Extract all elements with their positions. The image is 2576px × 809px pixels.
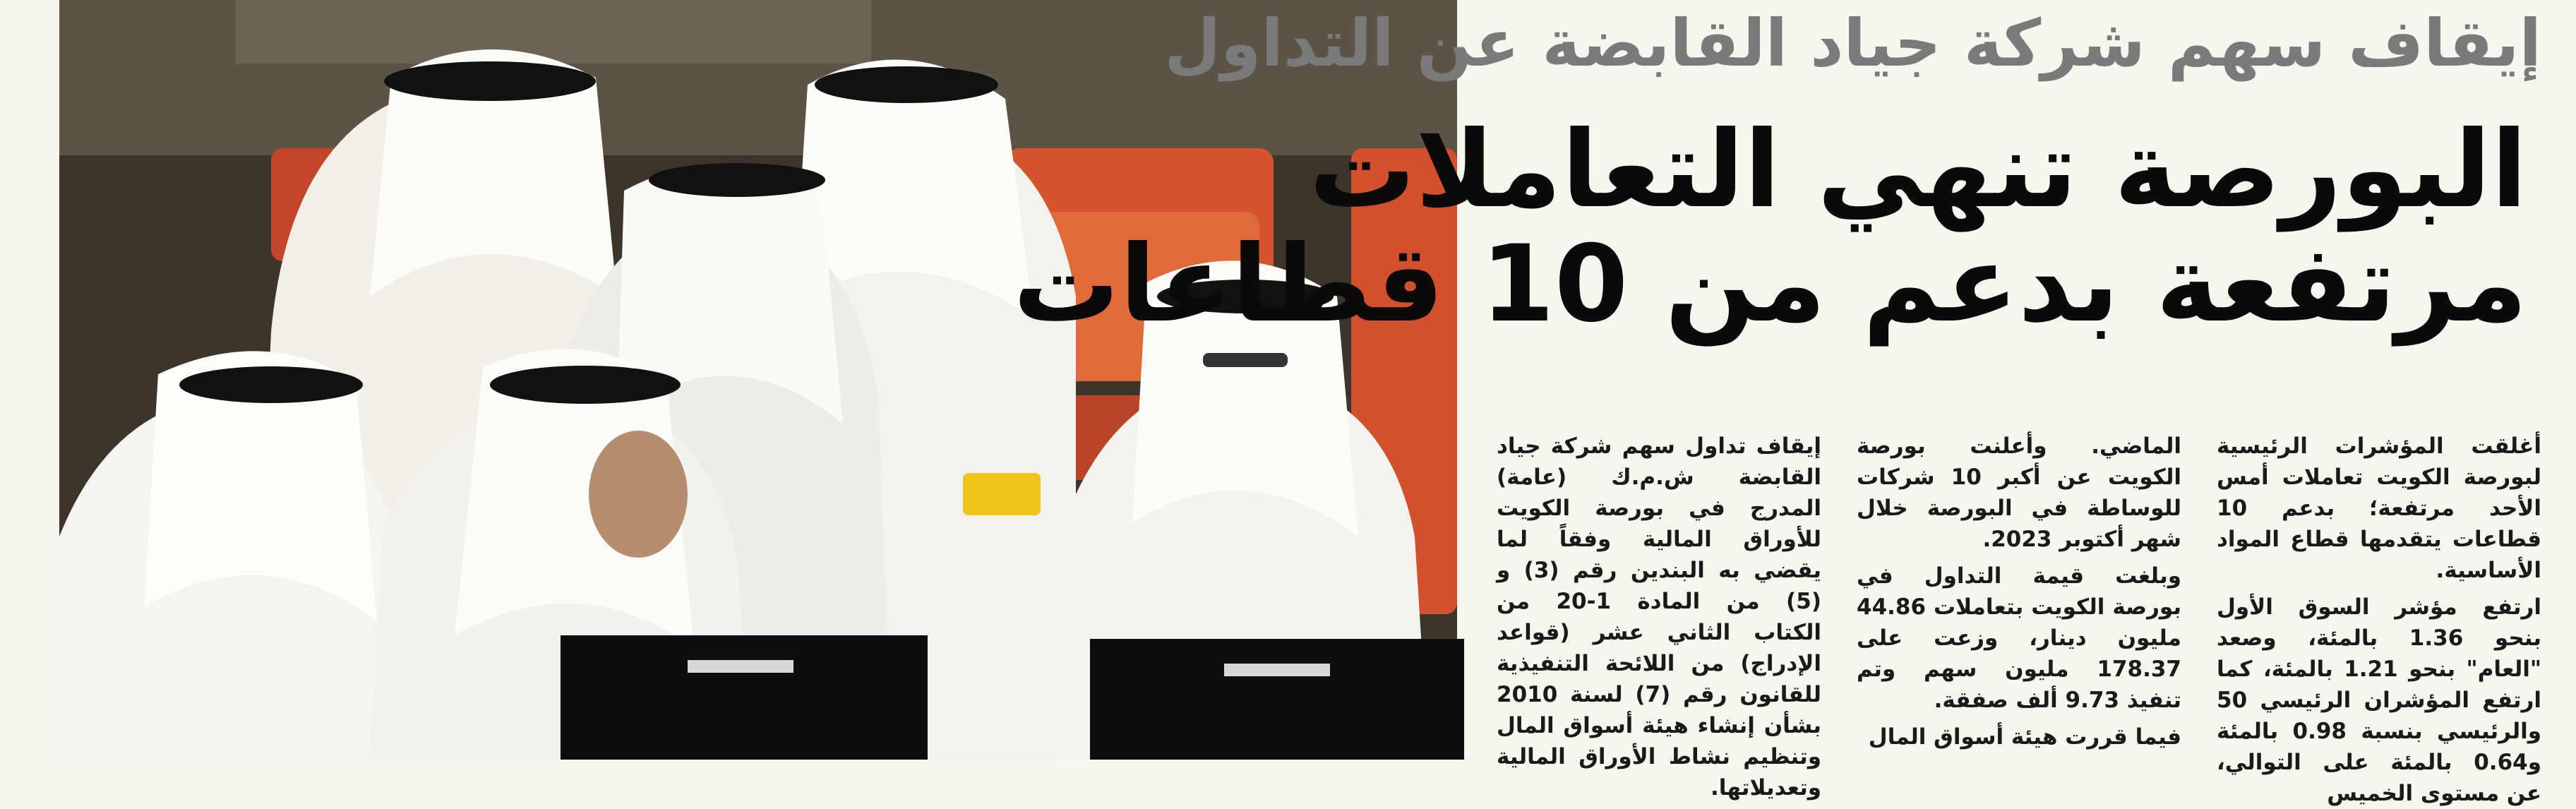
paragraph: أغلقت المؤشرات الرئيسية لبورصة الكويت تعاملات أمس الأحد مرتفعة؛ بدعم 10 قطاعات يتقدمها قطاع المواد الأساسية. (2217, 433, 2541, 584)
news-photo (59, 0, 1457, 760)
paragraph: فيما قررت هيئة أسواق المال (1868, 724, 2181, 750)
paragraph: وبلغت قيمة التداول في بورصة الكويت بتعاملات 44.86 مليون دينار، وزعت على 178.37 مليون سهم وتم تنفيذ 9.73 ألف صفقة. (1857, 563, 2181, 714)
article-column-3 (1497, 431, 1821, 801)
article-columns (1497, 431, 2541, 807)
paragraph: الماضي. وأعلنت بورصة الكويت عن أكبر 10 شركات للوساطة في البورصة خلال شهر أكتوبر 2023. (1857, 433, 2181, 553)
trading-floor-photo (59, 0, 1457, 760)
article-headline (1013, 109, 2527, 346)
article-column-2 (1857, 431, 2181, 769)
paragraph: إيقاف تداول سهم شركة جياد القابضة ش.م.ك (عامة) المدرج في بورصة الكويت للأوراق المالية وفقاً لما يقضي به البندين رقم (3) و (5) من المادة 1-20 من الكتاب الثاني عشر (قواعد الإدراج) من اللائحة التنفيذية للقانون رقم (7) لسنة 2010 بشأن إنشاء هيئة أسواق المال وتنظيم نشاط الأوراق المالية وتعديلاتها. (1497, 433, 1821, 801)
paragraph: ارتفع مؤشر السوق الأول بنحو 1.36 بالمئة، وصعد "العام" بنحو 1.21 بالمئة، كما ارتفع المؤشران الرئيسي 50 والرئيسي بنسبة 0.98 بالمئة و0.64 بالمئة على التوالي، عن مستوى الخميس (2217, 594, 2541, 807)
article (1013, 0, 2556, 807)
headline-line-1: البورصة تنهي التعاملات (1309, 109, 2527, 232)
article-column-1 (2217, 431, 2541, 807)
article-kicker: إيقاف سهم شركة جياد القابضة عن التداول (1164, 6, 2541, 81)
headline-line-2: مرتفعة بدعم من 10 قطاعات (1013, 223, 2527, 346)
